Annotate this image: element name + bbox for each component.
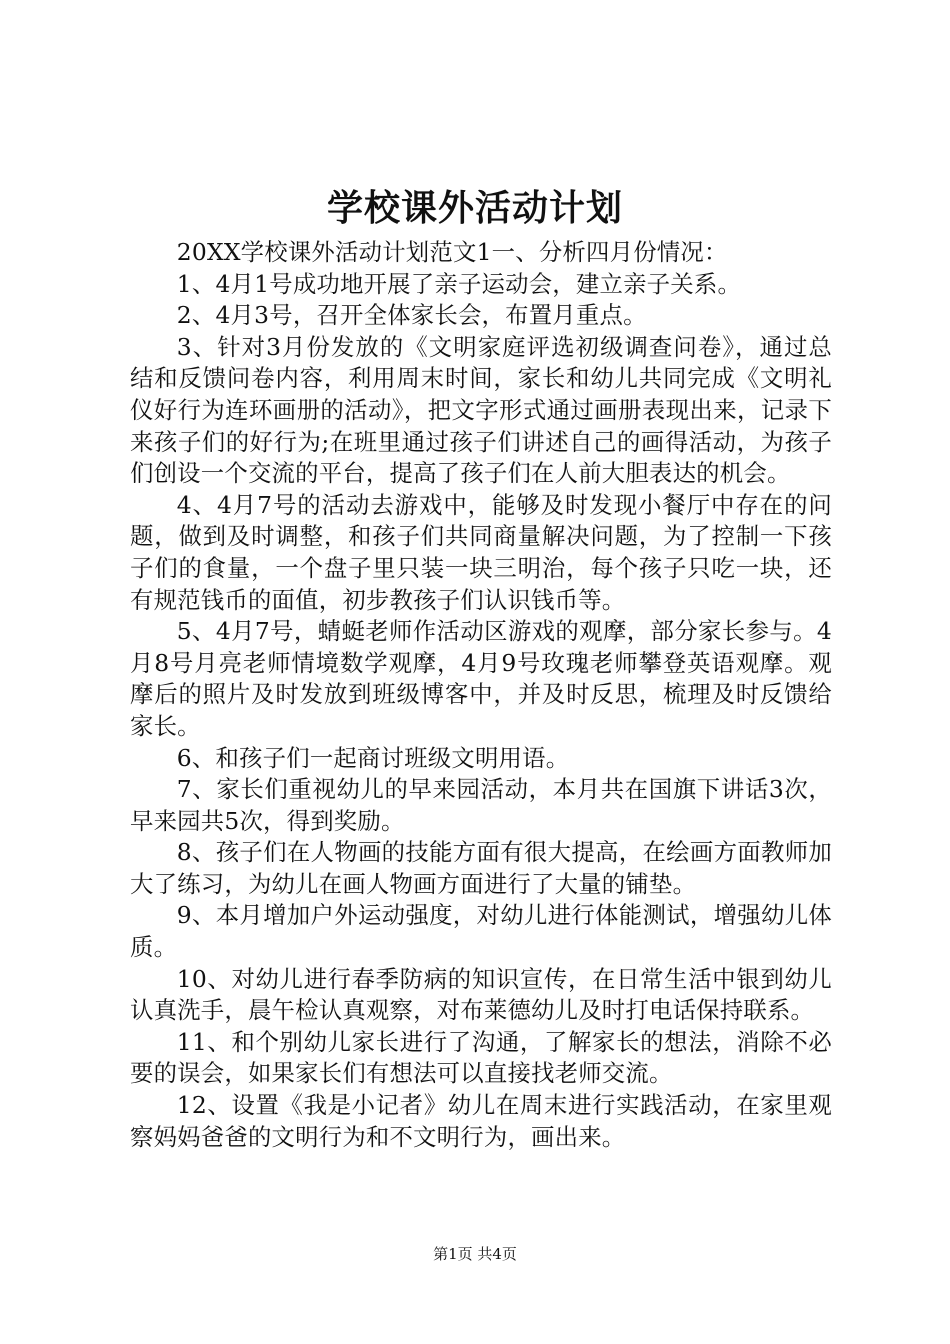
paragraph-item-2: 2、4月3号，召开全体家长会，布置月重点。 <box>176 301 647 330</box>
paragraph-item-4: 4、4月7号的活动去游戏中，能够及时发现小餐厅中存在的问题，做到及时调整，和孩子们共同商量解决问题，为了控制一下孩子们的食量，一个盘子里只装一块三明治，每个孩子只吃一块，还有规范钱币的面值，初步教孩子们认识钱币等。 <box>130 490 832 614</box>
paragraph-item-12: 12、设置《我是小记者》幼儿在周末进行实践活动，在家里观察妈妈爸爸的文明行为和不文明行为，画出来。 <box>130 1091 832 1151</box>
paragraph-item-6: 6、和孩子们一起商讨班级文明用语。 <box>176 743 570 772</box>
page-footer: 第1页 共4页 <box>433 1245 517 1263</box>
paragraph-item-10: 10、对幼儿进行春季防病的知识宣传，在日常生活中银到幼儿认真洗手，晨午检认真观察，对布莱德幼儿及时打电话保持联系。 <box>130 964 832 1025</box>
paragraph-item-7: 7、家长们重视幼儿的早来园活动，本月共在国旗下讲话3次，早来园共5次，得到奖励。 <box>130 775 832 835</box>
paragraph-item-5: 5、4月7号，蜻蜓老师作活动区游戏的观摩，部分家长参与。4月8号月亮老师情境数学观摩，4月9号玫瑰老师攀登英语观摩。观摩后的照片及时发放到班级博客中，并及时反思，梳理及时反馈给家长。 <box>130 617 832 740</box>
paragraph-intro: 20XX学校课外活动计划范文1一、分析四月份情况： <box>176 238 728 266</box>
paragraph-item-8: 8、孩子们在人物画的技能方面有很大提高，在绘画方面教师加大了练习，为幼儿在画人物画方面进行了大量的铺垫。 <box>130 838 832 898</box>
paragraph-item-3: 3、针对3月份发放的《文明家庭评选初级调查问卷》，通过总结和反馈问卷内容，利用周末时间，家长和幼儿共同完成《文明礼仪好行为连环画册的活动》，把文字形式通过画册表现出来，记录下来孩子们的好行为;在班里通过孩子们讲述自己的画得活动，为孩子们创设一个交流的平台，提高了孩子们在人前大胆表达的机会。 <box>130 332 832 488</box>
paragraph-item-9: 9、本月增加户外运动强度，对幼儿进行体能测试，增强幼儿体质。 <box>130 901 832 962</box>
document-body <box>130 237 832 1153</box>
document-title: 学校课外活动计划 <box>326 187 623 229</box>
paragraph-item-11: 11、和个别幼儿家长进行了沟通，了解家长的想法，消除不必要的误会，如果家长们有想法可以直接找老师交流。 <box>130 1027 832 1088</box>
paragraph-item-1: 1、4月1号成功地开展了亲子运动会，建立亲子关系。 <box>176 269 742 298</box>
